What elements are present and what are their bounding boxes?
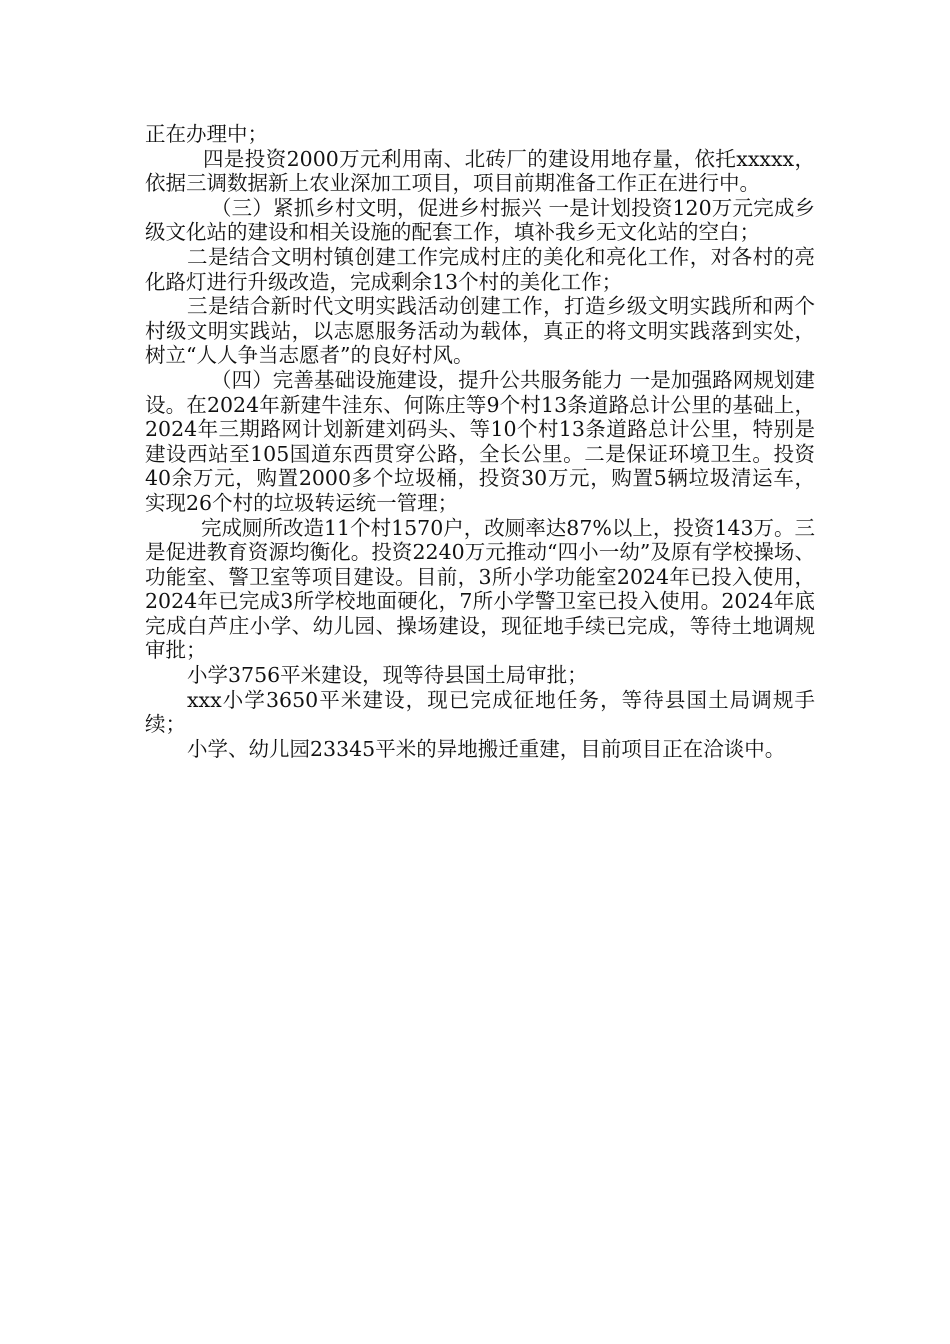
paragraph-section-three: （三）紧抓乡村文明，促进乡村振兴 一是计划投资120万元完成乡级文化站的建设和相关设施的配套工作，填补我乡无文化站的空白；: [145, 195, 815, 245]
paragraph-item-two: 二是结合文明村镇创建工作完成村庄的美化和亮化工作，对各村的亮化路灯进行升级改造，完成剩余13个村的美化工作；: [145, 244, 815, 294]
paragraph-continuation: 正在办理中；: [145, 122, 268, 146]
paragraph-relocation: 小学、幼儿园23345平米的异地搬迁重建，目前项目正在洽谈中。: [187, 736, 786, 761]
paragraph-item-three: 三是结合新时代文明实践活动创建工作，打造乡级文明实践所和两个村级文明实践站，以志愿服务活动为载体，真正的将文明实践落到实处，树立“人人争当志愿者”的良好村风。: [145, 294, 815, 368]
paragraph-school-xxx: xxx小学3650平米建设，现已完成征地任务，等待县国土局调规手续；: [145, 687, 815, 737]
document-body: [145, 122, 815, 761]
paragraph-school-3756: 小学3756平米建设，现等待县国土局审批；: [187, 663, 588, 688]
paragraph-item-four: 四是投资2000万元利用南、北砖厂的建设用地存量，依托xxxxx，依据三调数据新上农业深加工项目，项目前期准备工作正在进行中。: [145, 146, 815, 196]
paragraph-toilet-education: 完成厕所改造11个村1570户，改厕率达87%以上，投资143万。三是促进教育资源均衡化。投资2240万元推动“四小一幼”及原有学校操场、功能室、警卫室等项目建设。目前，3所小学功能室2024年已投入使用，2024年已完成3所学校地面硬化，7所小学警卫室已投入使用。2024年底完成白芦庄小学、幼儿园、操场建设，现征地手续已完成，等待土地调规审批；: [145, 515, 815, 663]
paragraph-section-four: （四）完善基础设施建设，提升公共服务能力 一是加强路网规划建设。在2024年新建牛洼东、何陈庄等9个村13条道路总计公里的基础上，2024年三期路网计划新建刘码头、等10个村13条道路总计公里，特别是建设西站至105国道东西贯穿公路，全长公里。二是保证环境卫生。投资40余万元，购置2000多个垃圾桶，投资30万元，购置5辆垃圾清运车，实现26个村的垃圾转运统一管理；: [145, 367, 815, 515]
